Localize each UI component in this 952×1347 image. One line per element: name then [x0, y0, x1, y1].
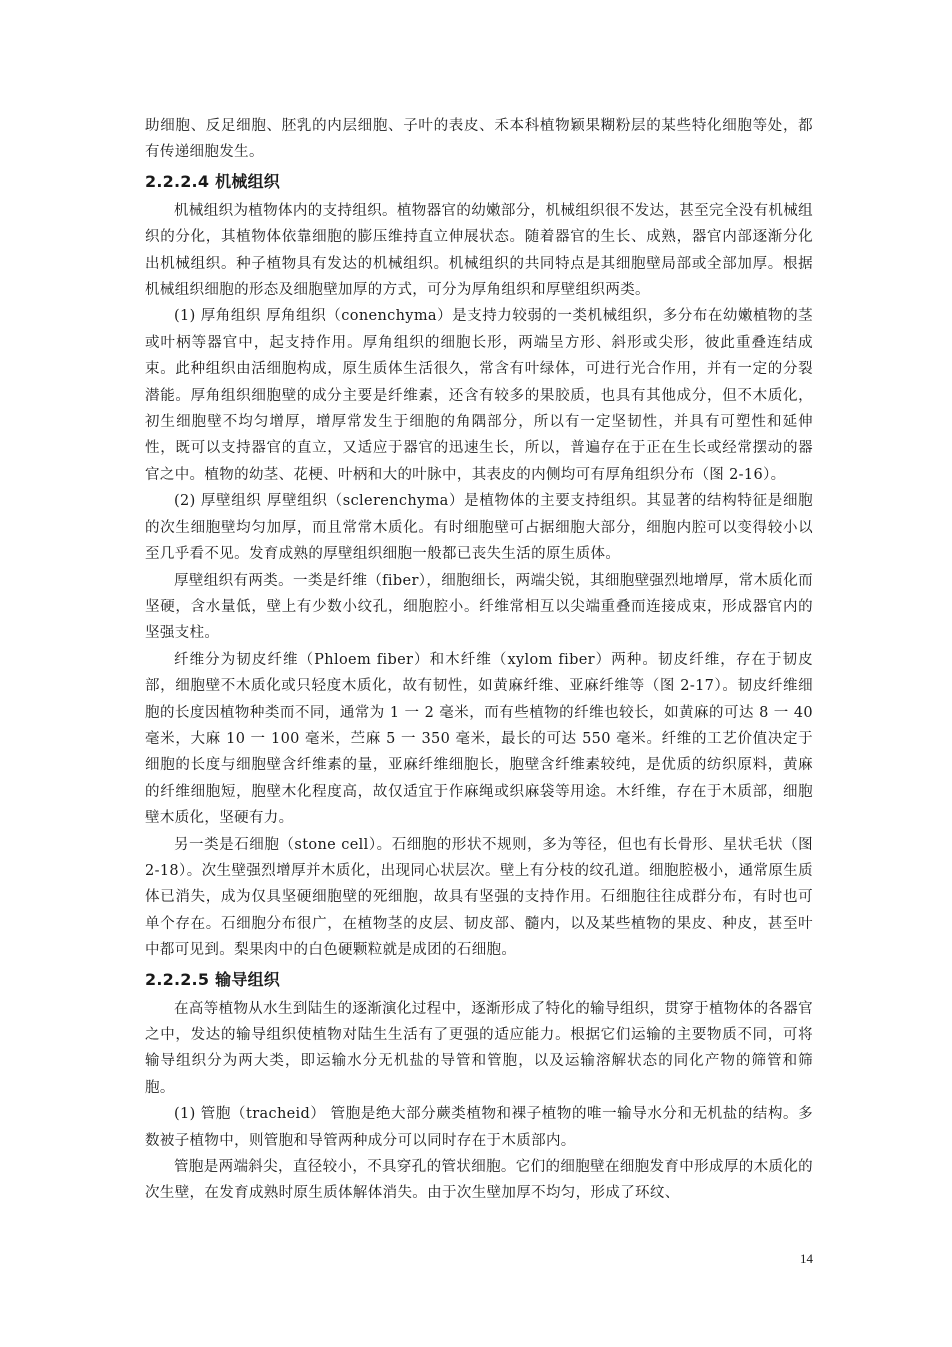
paragraph-continuation: 助细胞、反足细胞、胚乳的内层细胞、子叶的表皮、禾本科植物颖果糊粉层的某些特化细胞等处，都有传递细胞发生。 — [145, 118, 813, 161]
section-title: 输导组织 — [215, 969, 280, 989]
paragraph-stone-cell: 另一类是石细胞（stone cell）。石细胞的形状不规则，多为等径，但也有长骨形、星状毛状（图 2-18）。次生壁强烈增厚并木质化，出现同心状层次。壁上有分枝的纹孔道。细胞腔极小，通常原生质体已消失，成为仅具坚硬细胞壁的死细胞，故具有坚强的支持作用。石细胞往往成群分布，有时也可单个存在。石细胞分布很广，在植物茎的皮层、韧皮部、髓内，以及某些植物的果皮、种皮，甚至叶中都可见到。梨果肉中的白色硬颗粒就是成团的石细胞。 — [145, 836, 813, 959]
paragraph-sclerenchyma: (2) 厚壁组织 厚壁组织（sclerenchyma）是植物体的主要支持组织。其显著的结构特征是细胞的次生细胞壁均匀加厚，而且常常木质化。有时细胞壁可占据细胞大部分，细胞内腔可以变得较小以至几乎看不见。发育成熟的厚壁组织细胞一般都已丧失生活的原生质体。 — [145, 493, 813, 563]
section-number: 2.2.2.4 — [145, 171, 210, 191]
page-number: 14 — [800, 1251, 813, 1266]
section-number: 2.2.2.5 — [145, 969, 210, 989]
section-heading-conducting-tissue — [145, 965, 813, 995]
paragraph-conducting-intro: 在高等植物从水生到陆生的逐渐演化过程中，逐渐形成了特化的输导组织，贯穿于植物体的各器官之中，发达的输导组织使植物对陆生生活有了更强的适应能力。根据它们运输的主要物质不同，可将输导组织分为两大类，即运输水分无机盐的导管和管胞，以及运输溶解状态的同化产物的筛管和筛胞。 — [145, 1000, 813, 1096]
paragraph-collenchyma: (1) 厚角组织 厚角组织（conenchyma）是支持力较弱的一类机械组织，多分布在幼嫩植物的茎或叶柄等器官中，起支持作用。厚角组织的细胞长形，两端呈方形、斜形或尖形，彼此重叠连结成束。此种组织由活细胞构成，原生质体生活很久，常含有叶绿体，可进行光合作用，并有一定的分裂潜能。厚角组织细胞壁的成分主要是纤维素，还含有较多的果胶质，也具有其他成分，但不木质化，初生细胞壁不均匀增厚，增厚常发生于细胞的角隅部分，所以有一定坚韧性，并具有可塑性和延伸性，既可以支持器官的直立，又适应于器官的迅速生长，所以，普遍存在于正在生长或经常摆动的器官之中。植物的幼茎、花梗、叶柄和大的叶脉中，其表皮的内侧均可有厚角组织分布（图 2-16）。 — [145, 308, 813, 483]
paragraph-tracheid: (1) 管胞（tracheid） 管胞是绝大部分蕨类植物和裸子植物的唯一输导水分和无机盐的结构。多数被子植物中，则管胞和导管两种成分可以同时存在于木质部内。 — [145, 1106, 813, 1149]
paragraph-fiber-types: 纤维分为韧皮纤维（Phloem fiber）和木纤维（xylom fiber）两种。韧皮纤维，存在于韧皮部，细胞壁不木质化或只轻度木质化，故有韧性，如黄麻纤维、亚麻纤维等（图 2-17）。韧皮纤维细胞的长度因植物种类而不同，通常为 1 一 2 毫米，而有些植物的纤维也较长，如黄麻的可达 8 一 40 毫米，大麻 10 一 100 毫米，苎麻 5 一 350 毫米，最长的可达 550 毫米。纤维的工艺价值决定于细胞的长度与细胞壁含纤维素的量，亚麻纤维细胞长，胞壁含纤维素较纯，是优质的纺织原料，黄麻的纤维细胞短，胞壁木化程度高，故仅适宜于作麻绳或织麻袋等用途。木纤维，存在于木质部，细胞壁木质化，坚硬有力。 — [145, 651, 813, 827]
paragraph-fiber: 厚壁组织有两类。一类是纤维（fiber），细胞细长，两端尖锐，其细胞壁强烈地增厚，常木质化而坚硬，含水量低，壁上有少数小纹孔，细胞腔小。纤维常相互以尖端重叠而连接成束，形成器官内的坚强支柱。 — [145, 572, 813, 642]
paragraph-mechanical-intro: 机械组织为植物体内的支持组织。植物器官的幼嫩部分，机械组织很不发达，甚至完全没有机械组织的分化，其植物体依靠细胞的膨压维持直立伸展状态。随着器官的生长、成熟，器官内部逐渐分化出机械组织。种子植物具有发达的机械组织。机械组织的共同特点是其细胞壁局部或全部加厚。根据机械组织细胞的形态及细胞壁加厚的方式，可分为厚角组织和厚壁组织两类。 — [145, 202, 813, 299]
section-title: 机械组织 — [215, 171, 280, 191]
section-heading-mechanical-tissue — [145, 167, 813, 197]
paragraph-tracheid-detail: 管胞是两端斜尖，直径较小，不具穿孔的管状细胞。它们的细胞壁在细胞发育中形成厚的木质化的次生壁，在发育成熟时原生质体解体消失。由于次生壁加厚不均匀，形成了环纹、 — [145, 1159, 813, 1202]
page-body — [145, 113, 813, 1207]
